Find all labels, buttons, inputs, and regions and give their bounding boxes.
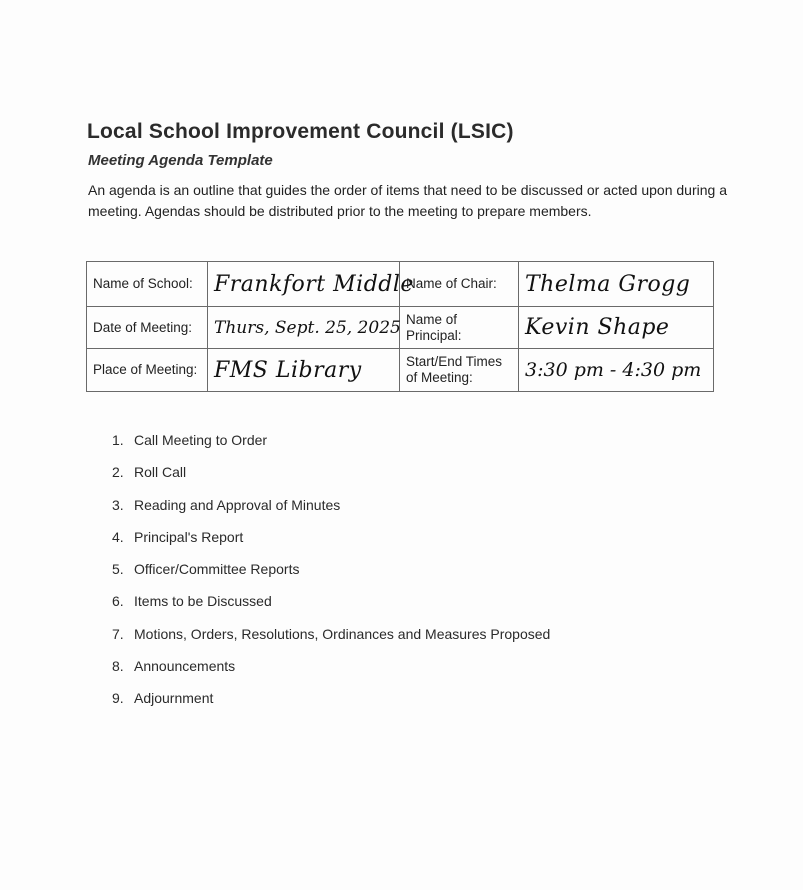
agenda-item-number: 7. [112,625,124,642]
agenda-item-number: 3. [112,496,124,513]
agenda-item-text: Announcements [134,658,236,675]
date-value: Thurs, Sept. 25, 2025 [214,317,401,338]
agenda-item-number: 5. [112,561,124,578]
agenda-item-text: Items to be Discussed [134,593,272,610]
place-label: Place of Meeting: [87,349,208,392]
agenda-item-text: Officer/Committee Reports [134,561,300,578]
agenda-item-text: Call Meeting to Order [134,432,268,448]
table-row [87,262,714,307]
date-value-cell [208,307,400,349]
agenda-item-number: 6. [112,593,124,610]
agenda-item-text: Adjournment [134,690,214,707]
page-title: Local School Improvement Council (LSIC) [87,120,514,143]
principal-value: Kevin Shape [525,315,670,340]
times-value-cell [519,349,714,392]
agenda-item-number: 2. [112,464,124,481]
times-label: Start/End Times of Meeting: [400,349,519,392]
chair-label: Name of Chair: [400,262,519,307]
date-label: Date of Meeting: [87,307,208,349]
list-item [100,529,550,561]
school-value-cell [208,262,414,307]
list-item [100,432,550,464]
chair-value-cell [519,262,714,307]
table-row [87,349,714,392]
meeting-info-table [86,261,714,392]
page-subtitle: Meeting Agenda Template [88,152,273,169]
place-value: FMS Library [214,357,362,383]
agenda-item-number: 8. [112,658,124,675]
list-item [100,626,550,658]
list-item [100,561,550,593]
agenda-item-text: Motions, Orders, Resolutions, Ordinances and Measures Proposed [134,625,551,642]
agenda-item-number: 1. [112,432,124,448]
list-item [100,593,550,625]
list-item [100,464,550,496]
agenda-item-text: Roll Call [134,464,187,481]
list-item [100,497,550,529]
agenda-item-text: Reading and Approval of Minutes [134,496,341,513]
table-row [87,307,714,349]
school-value: Frankfort Middle [214,271,414,297]
principal-label: Name of Principal: [400,307,519,349]
agenda-item-number: 9. [112,690,124,707]
intro-paragraph: An agenda is an outline that guides the order of items that need to be discussed or acted upon during a meeting. Agendas should be distributed prior to the meeting to prepare members. [88,182,727,219]
school-label: Name of School: [87,262,208,307]
agenda-item-number: 4. [112,528,124,545]
times-value: 3:30 pm - 4:30 pm [525,359,702,381]
list-item [100,658,550,690]
place-value-cell [208,349,400,392]
chair-value: Thelma Grogg [525,271,691,297]
agenda-item-text: Principal's Report [134,528,244,545]
list-item [100,690,550,722]
agenda-list [100,432,550,723]
principal-value-cell [519,307,714,349]
